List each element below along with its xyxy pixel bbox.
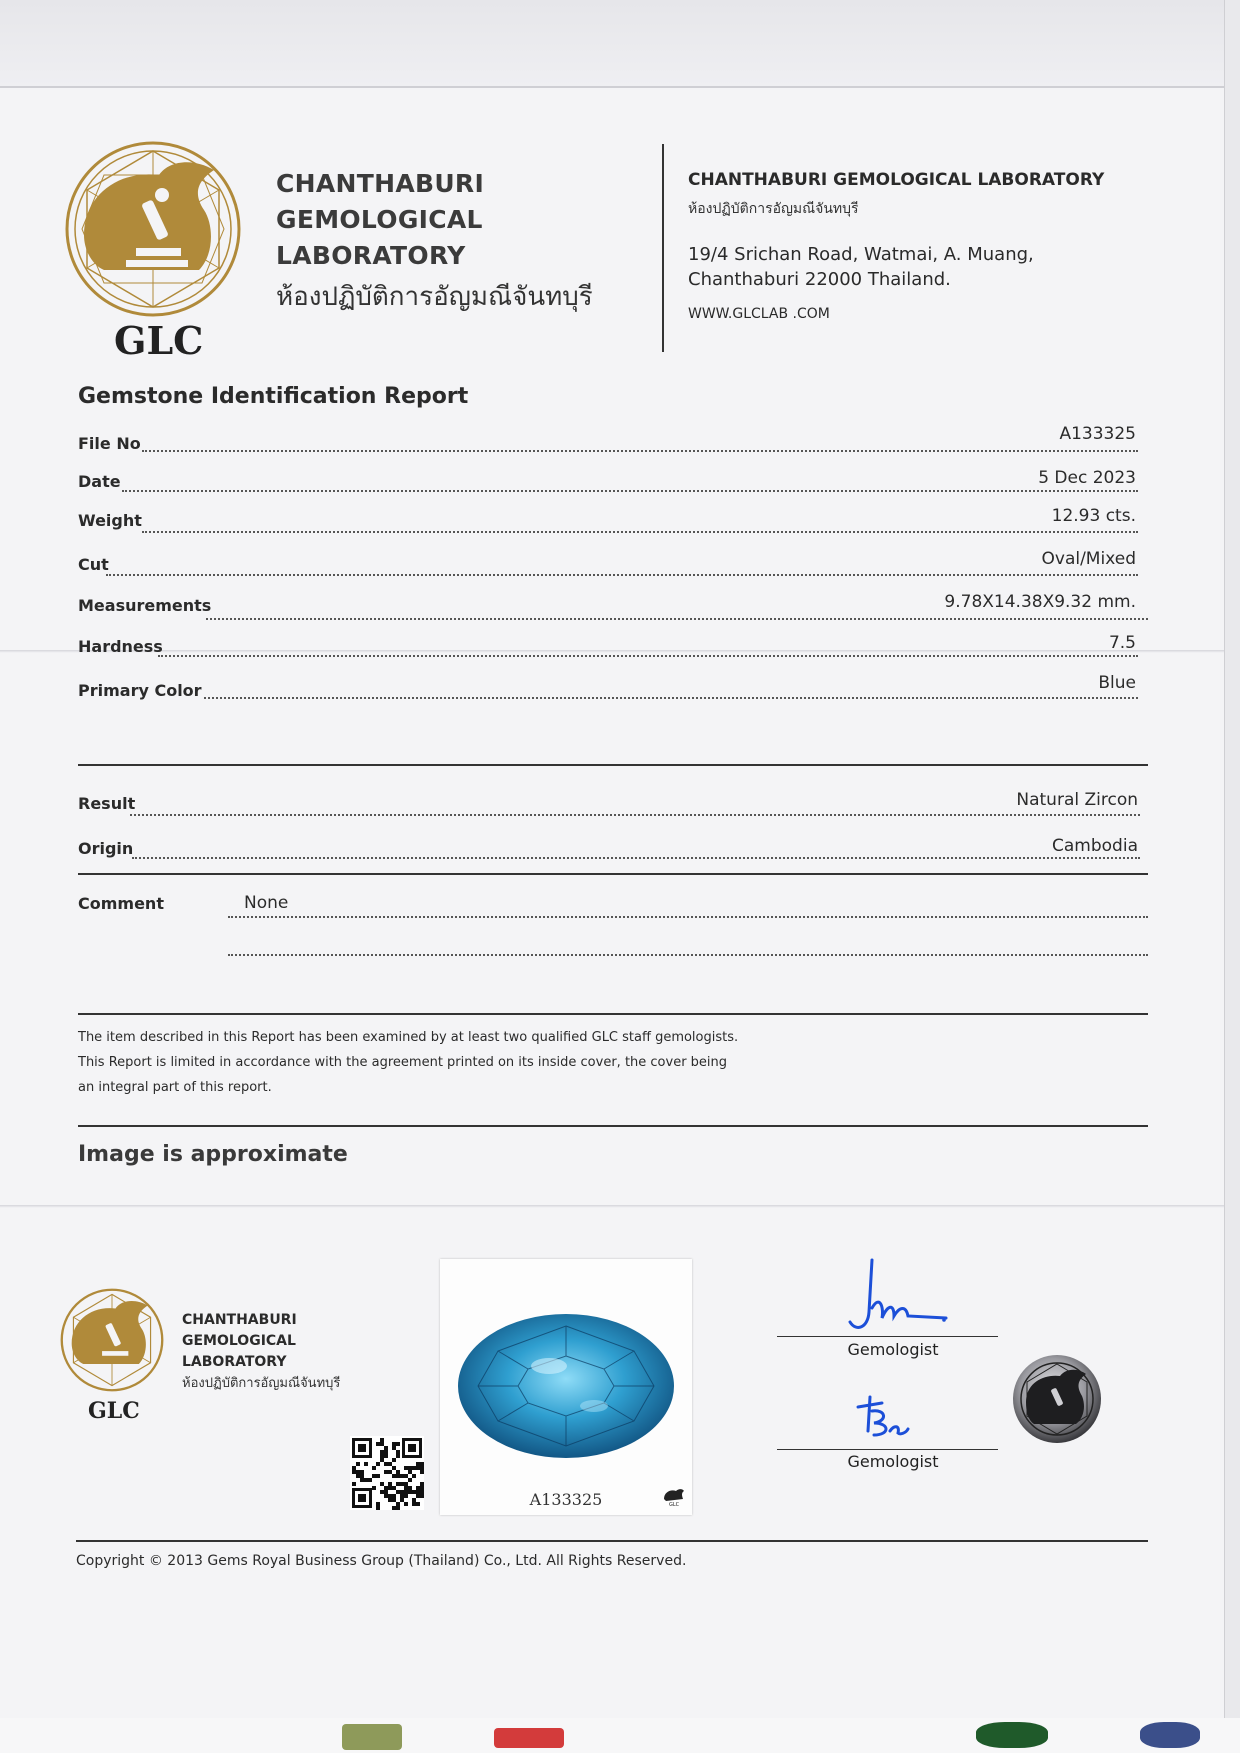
hologram-seal (1012, 1354, 1102, 1444)
partial-sample-swatch (976, 1722, 1048, 1748)
leader-dots (122, 490, 1138, 492)
leader-dots (158, 655, 1138, 657)
logo-glc-text-small: GLC (88, 1398, 140, 1424)
field-value-measurements: 9.78X14.38X9.32 mm. (944, 592, 1136, 612)
disclaimer (78, 1025, 738, 1100)
website: WWW.GLCLAB .COM (688, 306, 830, 322)
qr-code[interactable] (350, 1436, 424, 1510)
comment-dots (228, 916, 1148, 918)
logo-glc-text: GLC (114, 318, 204, 363)
leader-dots (106, 574, 1138, 576)
gemologist-signature-1 (842, 1256, 954, 1340)
address-title: CHANTHABURI GEMOLOGICAL LABORATORY (688, 170, 1105, 190)
address-line-1: 19/4 Srichan Road, Watmai, A. Muang, (688, 244, 1034, 265)
field-label-weight: Weight (78, 511, 142, 530)
result-label: Result (78, 794, 136, 813)
field-value-hardness: 7.5 (1108, 633, 1136, 653)
small-lab-mark-icon (662, 1487, 686, 1507)
glc-logo-small (60, 1288, 164, 1392)
disclaimer-line-2: This Report is limited in accordance with the agreement printed on its inside cover, the cover being (78, 1055, 728, 1070)
footer-lab-line-2: GEMOLOGICAL (182, 1333, 296, 1349)
top-fold-band (0, 0, 1224, 88)
gemologist-signature-2 (856, 1393, 916, 1449)
image-approximate-note: Image is approximate (78, 1142, 348, 1167)
leader-dots (130, 814, 1140, 816)
field-value-date: 5 Dec 2023 (1038, 468, 1136, 488)
comment-value: None (244, 893, 289, 913)
field-value-primary-color: Blue (1098, 673, 1136, 693)
section-rule (78, 873, 1148, 875)
field-label-date: Date (78, 472, 121, 491)
field-value-cut: Oval/Mixed (1041, 549, 1136, 569)
address-line-2: Chanthaburi 22000 Thailand. (688, 269, 951, 290)
lab-name-line-1: CHANTHABURI (276, 169, 485, 198)
field-value-file-no: A133325 (1059, 424, 1136, 444)
leader-dots (142, 531, 1138, 533)
signature-line-2 (777, 1449, 998, 1450)
leader-dots (206, 618, 1148, 620)
comment-dots (228, 954, 1148, 956)
section-rule (78, 1013, 1148, 1015)
gemstone-photo-card (440, 1259, 692, 1515)
field-label-hardness: Hardness (78, 637, 163, 656)
copyright: Copyright © 2013 Gems Royal Business Group (Thailand) Co., Ltd. All Rights Reserved. (76, 1553, 687, 1569)
origin-value: Cambodia (1052, 836, 1138, 856)
lab-name-thai: ห้องปฏิบัติการอัญมณีจันทบุรี (276, 282, 593, 312)
address-thai: ห้องปฏิบัติการอัญมณีจันทบุรี (688, 201, 859, 217)
field-label-measurements: Measurements (78, 596, 212, 615)
footer-lab-name (182, 1310, 340, 1394)
glc-logo (64, 140, 242, 318)
stone-caption: A133325 (529, 1490, 603, 1509)
footer-lab-thai: ห้องปฏิบัติการอัญมณีจันทบุรี (182, 1376, 341, 1391)
disclaimer-line-3: an integral part of this report. (78, 1080, 272, 1095)
section-rule (78, 764, 1148, 766)
gemologist-label-2: Gemologist (847, 1452, 939, 1471)
gemologist-label-1: Gemologist (847, 1340, 939, 1359)
origin-label: Origin (78, 839, 134, 858)
field-value-weight: 12.93 cts. (1051, 506, 1136, 526)
report-title: Gemstone Identification Report (78, 384, 469, 409)
footer-rule (76, 1540, 1148, 1542)
fold-crease (0, 1205, 1224, 1208)
leader-dots (204, 697, 1138, 699)
leader-dots (142, 450, 1138, 452)
fold-crease (0, 650, 1224, 653)
footer-lab-line-1: CHANTHABURI (182, 1312, 297, 1328)
svg-text:GLC: GLC (669, 1502, 680, 1507)
disclaimer-line-1: The item described in this Report has been examined by at least two qualified GLC staff gemologists. (78, 1030, 739, 1045)
header-divider (662, 144, 664, 352)
page-edge-strip (1224, 0, 1240, 1753)
section-rule (78, 1125, 1148, 1127)
field-label-primary-color: Primary Color (78, 681, 202, 700)
partial-sample-swatch (342, 1724, 402, 1750)
signature-line-1 (777, 1336, 998, 1337)
qr-code-image (350, 1436, 424, 1510)
lab-name-line-2: GEMOLOGICAL (276, 205, 483, 234)
comment-label: Comment (78, 894, 164, 913)
field-label-file-no: File No (78, 434, 141, 453)
bottom-strip (0, 1718, 1240, 1753)
leader-dots (132, 857, 1140, 859)
partial-sample-swatch (494, 1728, 564, 1748)
field-label-cut: Cut (78, 555, 109, 574)
gemstone-image (454, 1311, 678, 1461)
footer-lab-line-3: LABORATORY (182, 1354, 287, 1370)
result-value: Natural Zircon (1016, 790, 1138, 810)
lab-name-line-3: LABORATORY (276, 241, 466, 270)
partial-sample-swatch (1140, 1722, 1200, 1748)
